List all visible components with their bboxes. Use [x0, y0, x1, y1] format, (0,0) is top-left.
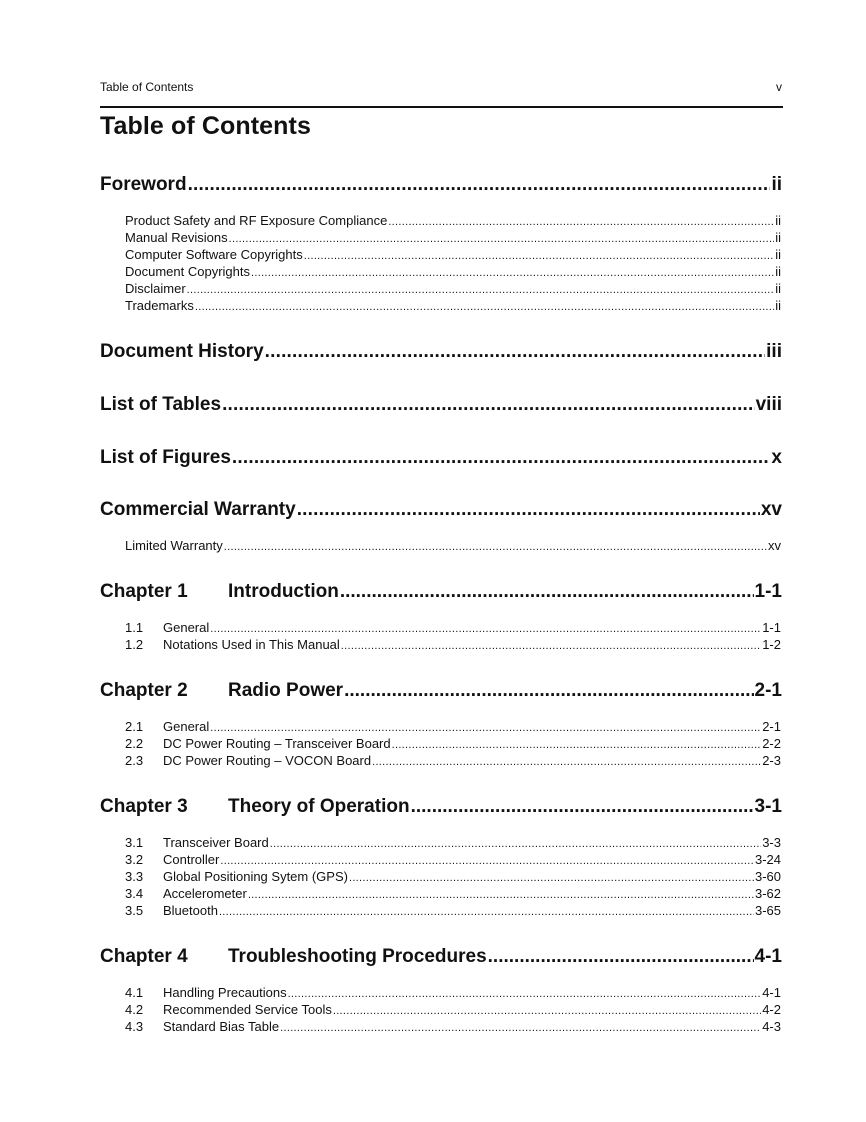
section-page: 1-1: [762, 620, 781, 635]
toc-entry-label: Commercial Warranty: [100, 499, 296, 520]
toc-subentry-label: Limited Warranty: [125, 538, 223, 553]
section-page: 4-3: [762, 1019, 781, 1034]
section-number: 3.3: [125, 869, 144, 884]
section-number: 2.2: [125, 736, 144, 751]
toc-section[interactable]: [125, 719, 781, 734]
toc-subentry-label: Manual Revisions: [125, 230, 228, 245]
toc-entry-page: ii: [771, 174, 782, 195]
section-page: 2-3: [762, 753, 781, 768]
section-title: DC Power Routing – VOCON Board: [163, 753, 372, 768]
toc-entry-label: Foreword: [100, 174, 187, 195]
toc-chapter-1[interactable]: [100, 581, 782, 603]
section-number: 3.5: [125, 903, 144, 918]
section-page: 3-62: [754, 886, 781, 901]
dot-leader: [280, 1022, 761, 1034]
toc-subentry[interactable]: [125, 281, 781, 296]
section-number: 3.2: [125, 852, 144, 867]
dot-leader: [411, 796, 754, 818]
dot-leader: [248, 889, 754, 901]
toc-subentry-page: ii: [775, 281, 781, 296]
toc-section[interactable]: [125, 753, 781, 768]
dot-leader: [232, 447, 771, 469]
toc-section[interactable]: [125, 903, 781, 918]
dot-leader: [220, 855, 754, 867]
dot-leader: [265, 341, 766, 363]
section-page: 3-24: [754, 852, 781, 867]
section-title: Standard Bias Table: [163, 1019, 280, 1034]
section-page: 3-3: [762, 835, 781, 850]
dot-leader: [392, 739, 762, 751]
chapter-page: 4-1: [754, 946, 782, 967]
chapter-title: Introduction: [228, 581, 339, 602]
toc-subentry-label: Document Copyrights: [125, 264, 250, 279]
dot-leader: [270, 838, 761, 850]
toc-entry-label: Document History: [100, 341, 264, 362]
running-header-title: Table of Contents: [100, 80, 194, 94]
dot-leader: [222, 394, 755, 416]
toc-entry-page: viii: [755, 394, 782, 415]
dot-leader: [288, 988, 762, 1000]
toc-section[interactable]: [125, 1019, 781, 1034]
running-header-page-number: v: [776, 80, 782, 94]
section-title: Bluetooth: [163, 903, 218, 918]
section-title: General: [163, 719, 210, 734]
toc-section[interactable]: [125, 852, 781, 867]
toc-subentry-page: ii: [775, 230, 781, 245]
toc-subentry-label: Computer Software Copyrights: [125, 247, 303, 262]
toc-subentry[interactable]: [125, 538, 781, 553]
chapter-number: Chapter 1: [100, 581, 188, 602]
toc-subentry-label: Trademarks: [125, 298, 194, 313]
dot-leader: [349, 872, 754, 884]
section-page: 4-1: [762, 985, 781, 1000]
toc-entry-label: List of Tables: [100, 394, 222, 415]
dot-leader: [210, 623, 761, 635]
toc-entry-page: x: [771, 447, 782, 468]
section-number: 2.1: [125, 719, 144, 734]
toc-entry-list-of-figures[interactable]: [100, 447, 782, 469]
section-number: 2.3: [125, 753, 144, 768]
section-title: Notations Used in This Manual: [163, 637, 340, 652]
toc-entry-list-of-tables[interactable]: [100, 394, 782, 416]
toc-subentry-page: xv: [768, 538, 781, 553]
section-number: 4.1: [125, 985, 144, 1000]
section-title: DC Power Routing – Transceiver Board: [163, 736, 391, 751]
section-title: Handling Precautions: [163, 985, 287, 1000]
chapter-number: Chapter 2: [100, 680, 188, 701]
section-number: 3.1: [125, 835, 144, 850]
chapter-page: 1-1: [754, 581, 782, 602]
dot-leader: [219, 906, 754, 918]
dot-leader: [224, 541, 767, 553]
dot-leader: [251, 267, 774, 279]
section-number: 1.2: [125, 637, 144, 652]
toc-entry-commercial-warranty[interactable]: [100, 499, 782, 521]
section-title: Accelerometer: [163, 886, 247, 901]
dot-leader: [187, 284, 775, 296]
dot-leader: [297, 499, 760, 521]
dot-leader: [195, 301, 774, 313]
dot-leader: [340, 581, 754, 603]
toc-subentry[interactable]: [125, 230, 781, 245]
running-header: [100, 80, 783, 108]
section-title: Controller: [163, 852, 220, 867]
toc-chapter-2[interactable]: [100, 680, 782, 702]
section-title: General: [163, 620, 210, 635]
dot-leader: [304, 250, 774, 262]
section-number: 4.3: [125, 1019, 144, 1034]
page-title: Table of Contents: [100, 112, 311, 140]
dot-leader: [372, 756, 761, 768]
dot-leader: [229, 233, 775, 245]
toc-subentry-page: ii: [775, 247, 781, 262]
section-page: 2-1: [762, 719, 781, 734]
chapter-title: Theory of Operation: [228, 796, 410, 817]
toc-subentry[interactable]: [125, 264, 781, 279]
dot-leader: [210, 722, 761, 734]
toc-chapter-3[interactable]: [100, 796, 782, 818]
toc-chapter-4[interactable]: [100, 946, 782, 968]
toc-subentry-page: ii: [775, 213, 781, 228]
chapter-page: 3-1: [754, 796, 782, 817]
section-page: 1-2: [762, 637, 781, 652]
chapter-page: 2-1: [754, 680, 782, 701]
section-number: 1.1: [125, 620, 144, 635]
toc-section[interactable]: [125, 637, 781, 652]
toc-section[interactable]: [125, 985, 781, 1000]
chapter-title: Troubleshooting Procedures: [228, 946, 487, 967]
chapter-number: Chapter 4: [100, 946, 188, 967]
toc-entry-page: xv: [760, 499, 782, 520]
toc-subentry-label: Disclaimer: [125, 281, 186, 296]
toc-section[interactable]: [125, 886, 781, 901]
section-title: Transceiver Board: [163, 835, 269, 850]
chapter-number: Chapter 3: [100, 796, 188, 817]
toc-subentry[interactable]: [125, 213, 781, 228]
toc-subentry[interactable]: [125, 298, 781, 313]
section-title: Recommended Service Tools: [163, 1002, 332, 1017]
toc-section[interactable]: [125, 869, 781, 884]
toc-section[interactable]: [125, 620, 781, 635]
toc-subentry-page: ii: [775, 264, 781, 279]
dot-leader: [341, 640, 761, 652]
section-number: 3.4: [125, 886, 144, 901]
toc-entry-label: List of Figures: [100, 447, 231, 468]
section-title: Global Positioning Sytem (GPS): [163, 869, 348, 884]
toc-subentry-label: Product Safety and RF Exposure Compliance: [125, 213, 388, 228]
section-page: 4-2: [762, 1002, 781, 1017]
dot-leader: [344, 680, 753, 702]
dot-leader: [188, 174, 771, 196]
toc-section[interactable]: [125, 1002, 781, 1017]
toc-subentry-page: ii: [775, 298, 781, 313]
section-page: 2-2: [762, 736, 781, 751]
toc-section[interactable]: [125, 835, 781, 850]
toc-entry-foreword[interactable]: [100, 174, 782, 196]
dot-leader: [388, 216, 774, 228]
section-number: 4.2: [125, 1002, 144, 1017]
dot-leader: [333, 1005, 761, 1017]
dot-leader: [488, 946, 754, 968]
chapter-title: Radio Power: [228, 680, 344, 701]
toc-subentry[interactable]: [125, 247, 781, 262]
toc-section[interactable]: [125, 736, 781, 751]
section-page: 3-65: [754, 903, 781, 918]
toc-entry-document-history[interactable]: [100, 341, 782, 363]
toc-entry-page: iii: [766, 341, 782, 362]
section-page: 3-60: [754, 869, 781, 884]
